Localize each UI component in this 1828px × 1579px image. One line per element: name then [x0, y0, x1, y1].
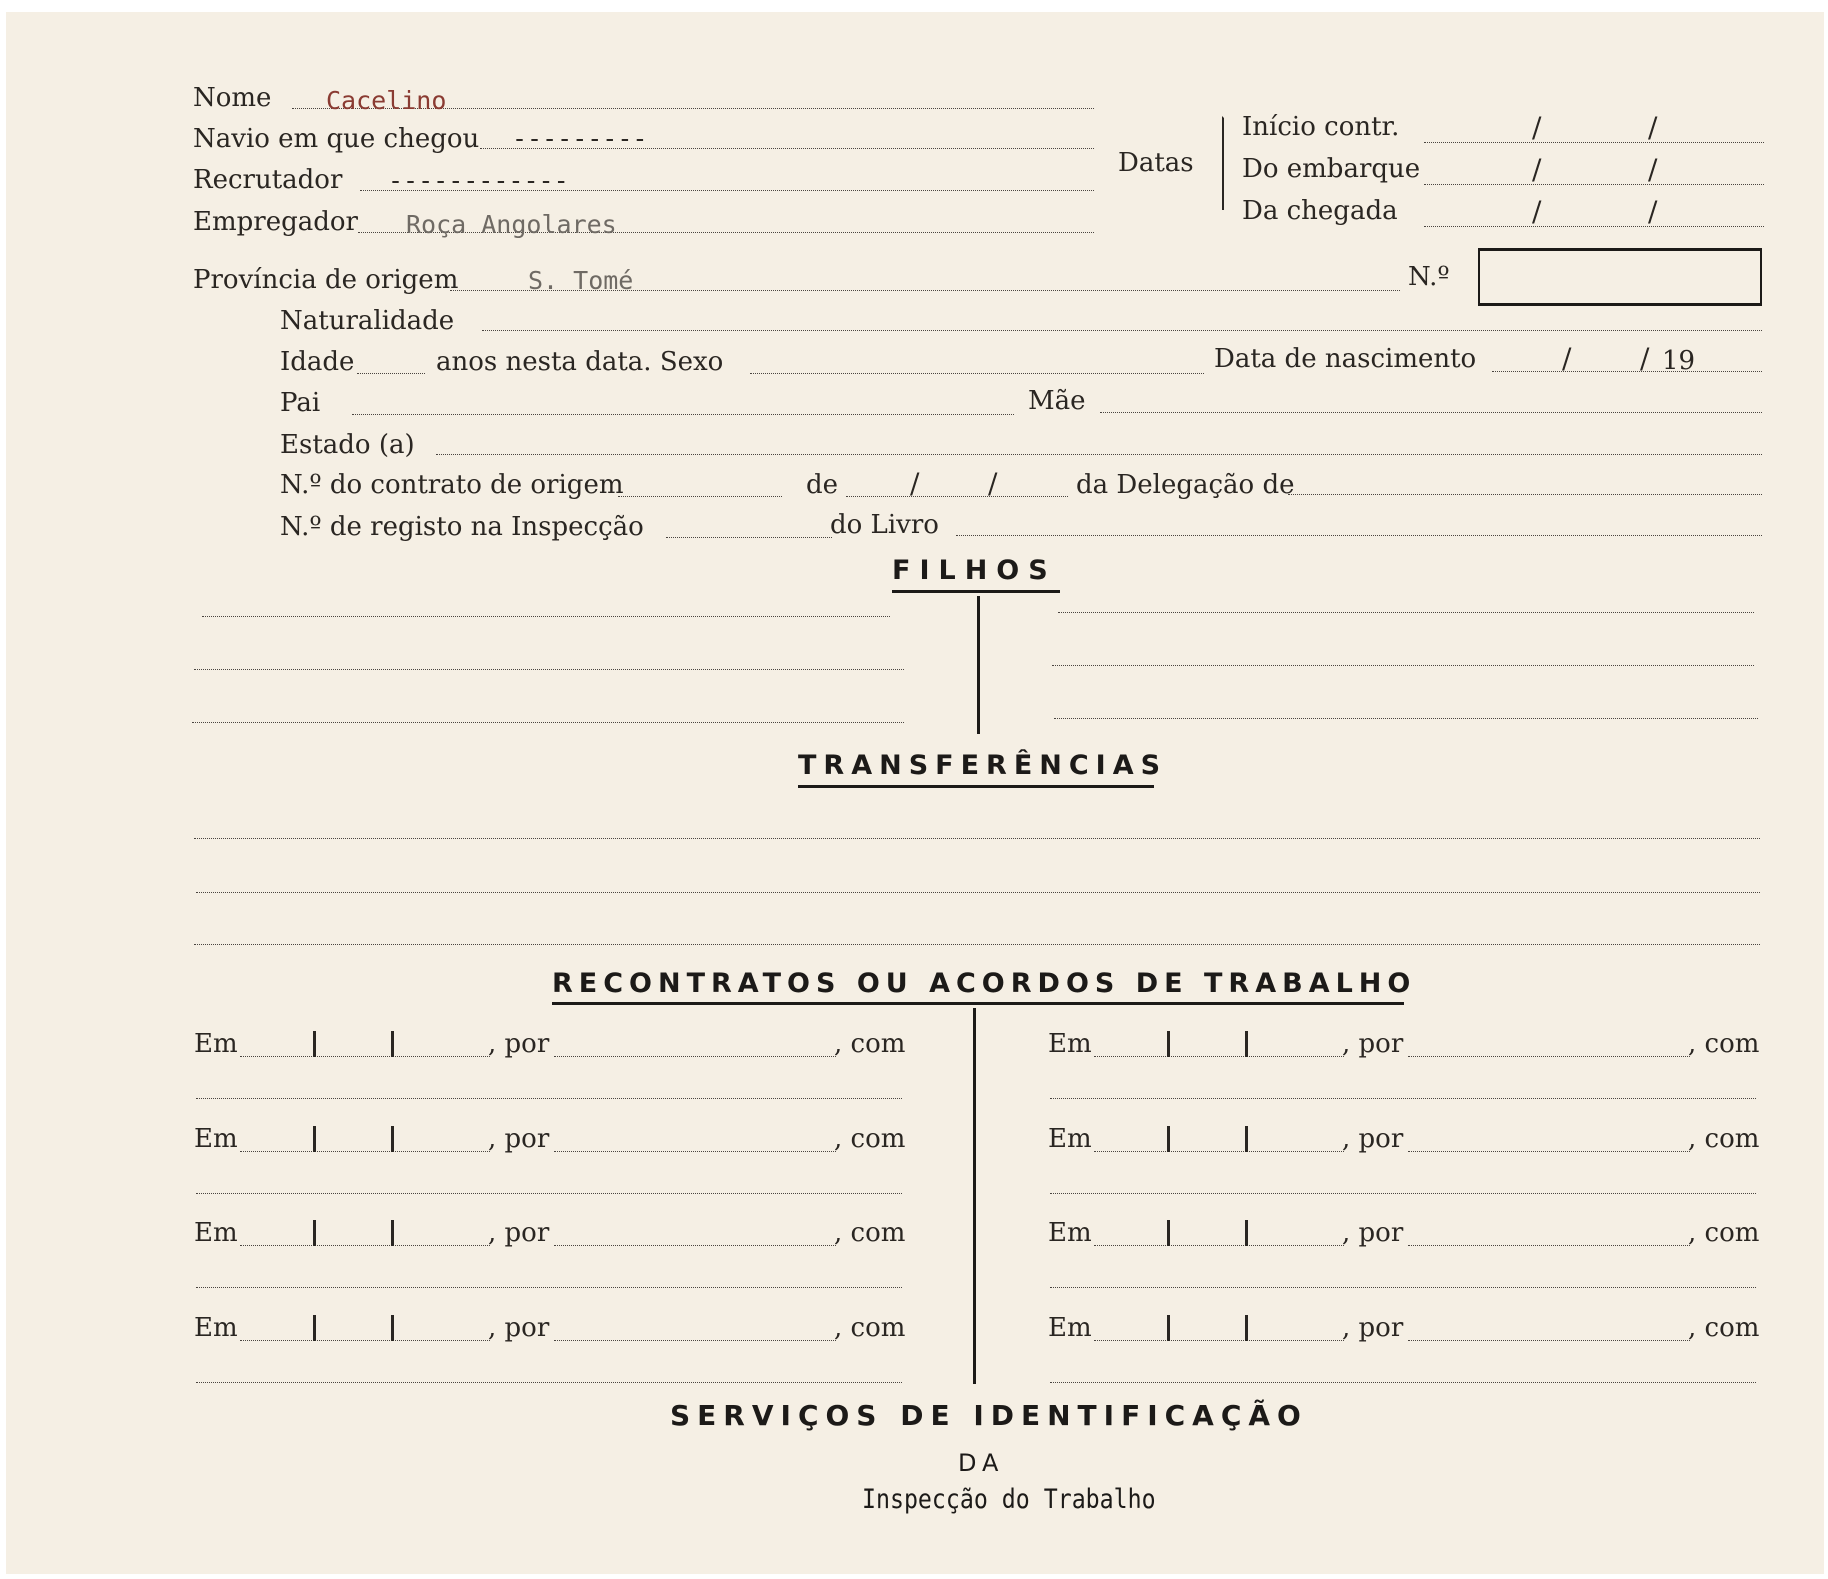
- recontrato-por-line: [1408, 1151, 1690, 1152]
- chegada-slash-1: /: [1532, 195, 1542, 228]
- filhos-line-right-1: [1058, 612, 1754, 613]
- delegacao-line: [1288, 494, 1762, 495]
- filhos-line-right-2: [1052, 665, 1754, 666]
- recontrato-continuation-line: [196, 1382, 902, 1383]
- filhos-line-right-3: [1054, 718, 1758, 719]
- estado-label: Estado (a): [280, 430, 415, 460]
- recontrato-em-label: Em: [1048, 1124, 1092, 1154]
- registo-line: [666, 537, 832, 538]
- contrato-slash-2: /: [988, 467, 998, 500]
- recontrato-em-label: Em: [1048, 1313, 1092, 1343]
- de-label: de: [806, 470, 839, 500]
- empregador-value: Roça Angolares: [406, 210, 617, 239]
- provincia-value: S. Tomé: [528, 266, 634, 295]
- recontrato-date-separator: [391, 1315, 394, 1341]
- nome-label: Nome: [193, 83, 272, 113]
- datas-label: Datas: [1118, 148, 1194, 178]
- recontrato-date-separator: [391, 1220, 394, 1246]
- contrato-line: [618, 496, 782, 497]
- recontrato-date-separator: [1245, 1220, 1248, 1246]
- inicio-slash-1: /: [1532, 111, 1542, 144]
- pai-line: [352, 414, 1014, 415]
- recontrato-por-line: [554, 1056, 836, 1057]
- nascimento-slash-1: /: [1562, 342, 1572, 375]
- contrato-label: N.º do contrato de origem: [280, 470, 624, 500]
- recontrato-continuation-line: [1050, 1193, 1756, 1194]
- recontrato-por-label: , por: [1342, 1029, 1404, 1059]
- recontrato-date-line: [240, 1340, 490, 1341]
- recontrato-continuation-line: [196, 1098, 902, 1099]
- recontrato-date-line: [1094, 1340, 1344, 1341]
- recontrato-date-separator: [391, 1126, 394, 1152]
- chegada-slash-2: /: [1648, 195, 1658, 228]
- idade-label: Idade: [280, 347, 355, 377]
- nascimento-label: Data de nascimento: [1214, 344, 1477, 374]
- recontrato-por-line: [554, 1151, 836, 1152]
- recontrato-date-separator: [391, 1031, 394, 1057]
- estado-line: [436, 454, 1762, 455]
- recontratos-divider: [973, 1008, 976, 1384]
- recontrato-date-line: [240, 1151, 490, 1152]
- transferencias-line-1: [194, 838, 1760, 839]
- recontrato-date-line: [1094, 1151, 1344, 1152]
- recontrato-em-label: Em: [1048, 1218, 1092, 1248]
- contrato-date-line: [846, 496, 1068, 497]
- recontrato-com-label: , com: [1688, 1124, 1760, 1154]
- mae-line: [1100, 412, 1762, 413]
- provincia-label: Província de origem: [193, 265, 459, 295]
- recontrato-por-label: , por: [1342, 1124, 1404, 1154]
- recontrato-por-label: , por: [488, 1124, 550, 1154]
- embarque-slash-2: /: [1648, 153, 1658, 186]
- transferencias-line-3: [194, 944, 1760, 945]
- recontratos-underline: [552, 1002, 1404, 1005]
- pai-label: Pai: [280, 388, 321, 418]
- sexo-line: [750, 373, 1204, 374]
- footer-da: DA: [958, 1449, 1005, 1477]
- recontrato-com-label: , com: [1688, 1218, 1760, 1248]
- recontrato-date-separator: [1245, 1126, 1248, 1152]
- year-prefix: 19: [1662, 346, 1696, 376]
- delegacao-label: da Delegação de: [1076, 470, 1295, 500]
- mae-label: Mãe: [1028, 386, 1086, 416]
- filhos-line-left-2: [194, 669, 904, 670]
- recrutador-label: Recrutador: [193, 165, 343, 195]
- navio-value: ---------: [512, 124, 648, 153]
- embarque-slash-1: /: [1532, 153, 1542, 186]
- recontrato-continuation-line: [1050, 1098, 1756, 1099]
- chegada-label: Da chegada: [1242, 196, 1398, 226]
- embarque-label: Do embarque: [1242, 154, 1421, 184]
- inicio-label: Início contr.: [1242, 112, 1400, 142]
- inicio-line: [1424, 142, 1764, 143]
- filhos-line-left-3: [192, 722, 904, 723]
- recontrato-em-label: Em: [194, 1124, 238, 1154]
- recrutador-value: ------------: [388, 166, 569, 195]
- idade-line: [357, 373, 425, 374]
- chegada-line: [1424, 226, 1764, 227]
- navio-label: Navio em que chegou: [193, 124, 480, 154]
- recontrato-date-line: [240, 1056, 490, 1057]
- registo-label: N.º de registo na Inspecção: [280, 512, 644, 542]
- recontrato-date-line: [240, 1245, 490, 1246]
- footer-inspeccao: Inspecção do Trabalho: [862, 1484, 1156, 1515]
- filhos-divider: [977, 596, 980, 734]
- recontrato-continuation-line: [1050, 1287, 1756, 1288]
- recontrato-por-line: [1408, 1340, 1690, 1341]
- recontrato-date-separator: [1245, 1315, 1248, 1341]
- recontrato-date-separator: [1167, 1031, 1170, 1057]
- recontrato-por-label: , por: [488, 1218, 550, 1248]
- nascimento-line: [1492, 371, 1762, 372]
- anos-sexo-label: anos nesta data. Sexo: [436, 347, 724, 377]
- numero-box: [1478, 248, 1762, 306]
- recontrato-continuation-line: [196, 1193, 902, 1194]
- recontrato-por-label: , por: [1342, 1313, 1404, 1343]
- recontrato-com-label: , com: [834, 1029, 906, 1059]
- recontrato-por-line: [1408, 1245, 1690, 1246]
- recontratos-heading: RECONTRATOS OU ACORDOS DE TRABALHO: [552, 968, 1417, 999]
- recontrato-date-separator: [313, 1126, 316, 1152]
- recontrato-em-label: Em: [1048, 1029, 1092, 1059]
- recontrato-date-separator: [313, 1031, 316, 1057]
- transferencias-line-2: [196, 892, 1760, 893]
- inicio-slash-2: /: [1648, 111, 1658, 144]
- embarque-line: [1424, 184, 1764, 185]
- nascimento-slash-2: /: [1640, 342, 1650, 375]
- recontrato-com-label: , com: [1688, 1313, 1760, 1343]
- nome-value: Cacelino: [326, 86, 447, 115]
- recontrato-por-label: , por: [488, 1313, 550, 1343]
- numero-label: N.º: [1408, 262, 1450, 292]
- recontrato-em-label: Em: [194, 1313, 238, 1343]
- empregador-label: Empregador: [193, 207, 358, 237]
- recontrato-com-label: , com: [834, 1218, 906, 1248]
- recontrato-em-label: Em: [194, 1218, 238, 1248]
- recontrato-date-separator: [1167, 1220, 1170, 1246]
- recontrato-em-label: Em: [194, 1029, 238, 1059]
- recontrato-com-label: , com: [1688, 1029, 1760, 1059]
- recontrato-date-separator: [1167, 1126, 1170, 1152]
- filhos-heading: FILHOS: [892, 555, 1057, 586]
- recontrato-date-separator: [313, 1220, 316, 1246]
- recontrato-date-separator: [313, 1315, 316, 1341]
- recontrato-por-label: , por: [488, 1029, 550, 1059]
- contrato-slash-1: /: [910, 467, 920, 500]
- livro-line: [956, 535, 1762, 536]
- recontrato-continuation-line: [1050, 1382, 1756, 1383]
- naturalidade-label: Naturalidade: [280, 306, 455, 336]
- recontrato-com-label: , com: [834, 1313, 906, 1343]
- recontrato-por-line: [554, 1245, 836, 1246]
- livro-label: do Livro: [830, 510, 939, 540]
- recontrato-date-line: [1094, 1245, 1344, 1246]
- recontrato-por-label: , por: [1342, 1218, 1404, 1248]
- footer-title: SERVIÇOS DE IDENTIFICAÇÃO: [670, 1399, 1308, 1432]
- filhos-underline: [892, 590, 1060, 593]
- datas-brace: [1222, 116, 1234, 210]
- recontrato-date-line: [1094, 1056, 1344, 1057]
- recontrato-por-line: [1408, 1056, 1690, 1057]
- filhos-line-left-1: [202, 616, 890, 617]
- recontrato-com-label: , com: [834, 1124, 906, 1154]
- recontrato-date-separator: [1245, 1031, 1248, 1057]
- recontrato-por-line: [554, 1340, 836, 1341]
- recontrato-continuation-line: [196, 1287, 902, 1288]
- transferencias-underline: [798, 785, 1154, 788]
- recontrato-date-separator: [1167, 1315, 1170, 1341]
- transferencias-heading: TRANSFERÊNCIAS: [798, 750, 1168, 781]
- naturalidade-line: [482, 330, 1762, 331]
